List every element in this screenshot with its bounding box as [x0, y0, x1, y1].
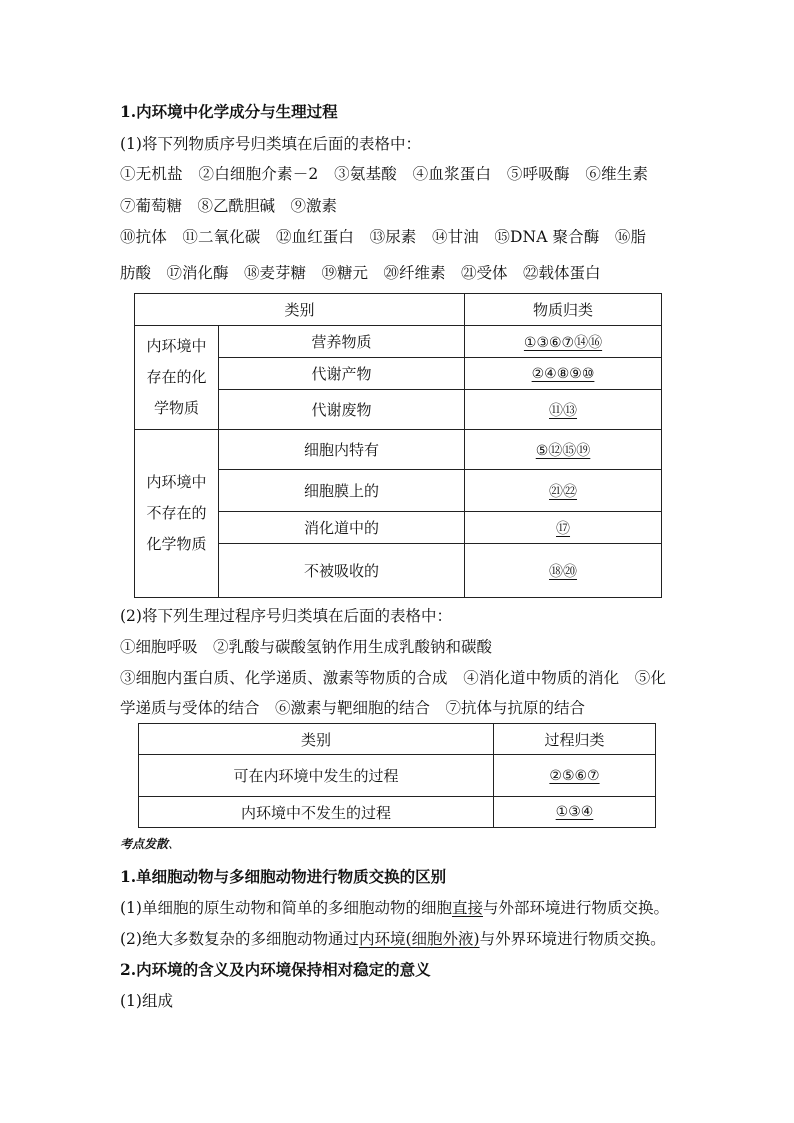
part1-intro: (1)将下列物质序号归类填在后面的表格中： [120, 135, 421, 153]
process-list-line-3: 学递质与受体的结合 ⑥激素与靶细胞的结合 ⑦抗体与抗原的结合 [120, 699, 586, 717]
table1-row-value: ⑤⑫⑮⑲ [465, 430, 662, 470]
section-tag-label: 考点发散 [120, 837, 169, 851]
process-classification-table [138, 723, 656, 828]
section-heading-2: 1.单细胞动物与多细胞动物进行物质交换的区别 [120, 867, 447, 886]
table1-row-value: ⑱⑳ [465, 544, 662, 598]
substance-list-line-4: 肪酸 ⑰消化酶 ⑱麦芽糖 ⑲糖元 ⑳纤维素 ㉑受体 ㉒载体蛋白 [120, 264, 601, 282]
substance-classification-table [134, 293, 662, 598]
table1-row-label: 代谢产物 [219, 358, 465, 390]
table2-header-category: 类别 [139, 724, 494, 755]
paragraph-1-tail: 与外部环境进行物质交换。 [482, 899, 669, 917]
table1-row-label: 不被吸收的 [219, 544, 465, 598]
paragraph-2-answer: 内环境(细胞外液) [358, 930, 480, 948]
table1-row-value: ㉑㉒ [465, 470, 662, 512]
table1-row-label: 营养物质 [219, 326, 465, 358]
table1-group-present: 内环境中存在的化学物质 [135, 326, 219, 430]
substance-list-line-2: ⑦葡萄糖 ⑧乙酰胆碱 ⑨激素 [120, 197, 338, 215]
sub-heading-composition: (1)组成 [120, 992, 173, 1010]
table1-row-label: 代谢废物 [219, 390, 465, 430]
table2-row-value: ②⑤⑥⑦ [494, 755, 656, 797]
table1-row-value: ⑪⑬ [465, 390, 662, 430]
table1-row-label: 细胞膜上的 [219, 470, 465, 512]
paragraph-1-text: (1)单细胞的原生动物和简单的多细胞动物的细胞 [120, 899, 452, 917]
table1-row-value: ①③⑥⑦⑭⑯ [465, 326, 662, 358]
table1-row-label: 细胞内特有 [219, 430, 465, 470]
table1-row-value: ⑰ [465, 512, 662, 544]
table1-group-absent: 内环境中不存在的化学物质 [135, 430, 219, 598]
paragraph-1-answer: 直接 [451, 899, 483, 917]
table1-row-label: 消化道中的 [219, 512, 465, 544]
table2-header-result: 过程归类 [494, 724, 656, 755]
part2-intro: (2)将下列生理过程序号归类填在后面的表格中： [120, 607, 452, 625]
paragraph-2-tail: 与外界环境进行物质交换。 [479, 930, 666, 948]
section-heading-3: 2.内环境的含义及内环境保持相对稳定的意义 [120, 960, 431, 979]
table1-header-result: 物质归类 [465, 294, 662, 326]
section-tag: 考点发散、 [120, 837, 181, 851]
table2-row-value: ①③④ [494, 797, 656, 828]
table2-row-label: 内环境中不发生的过程 [139, 797, 494, 828]
table1-row-value: ②④⑧⑨⑩ [465, 358, 662, 390]
paragraph-2-text: (2)绝大多数复杂的多细胞动物通过 [120, 930, 359, 948]
table1-header-category: 类别 [135, 294, 465, 326]
table2-row-label: 可在内环境中发生的过程 [139, 755, 494, 797]
process-list-line-2: ③细胞内蛋白质、化学递质、激素等物质的合成 ④消化道中物质的消化 ⑤化 [120, 669, 667, 687]
substance-list-line-3: ⑩抗体 ⑪二氧化碳 ⑫血红蛋白 ⑬尿素 ⑭甘油 ⑮DNA 聚合酶 ⑯脂 [120, 228, 647, 246]
process-list-line-1: ①细胞呼吸 ②乳酸与碳酸氢钠作用生成乳酸钠和碳酸 [120, 638, 493, 656]
substance-list-line-1: ①无机盐 ②白细胞介素－2 ③氨基酸 ④血浆蛋白 ⑤呼吸酶 ⑥维生素 [120, 165, 649, 183]
section-heading-1: 1.内环境中化学成分与生理过程 [120, 102, 338, 121]
paragraph-2 [120, 928, 680, 950]
paragraph-1 [120, 897, 680, 919]
